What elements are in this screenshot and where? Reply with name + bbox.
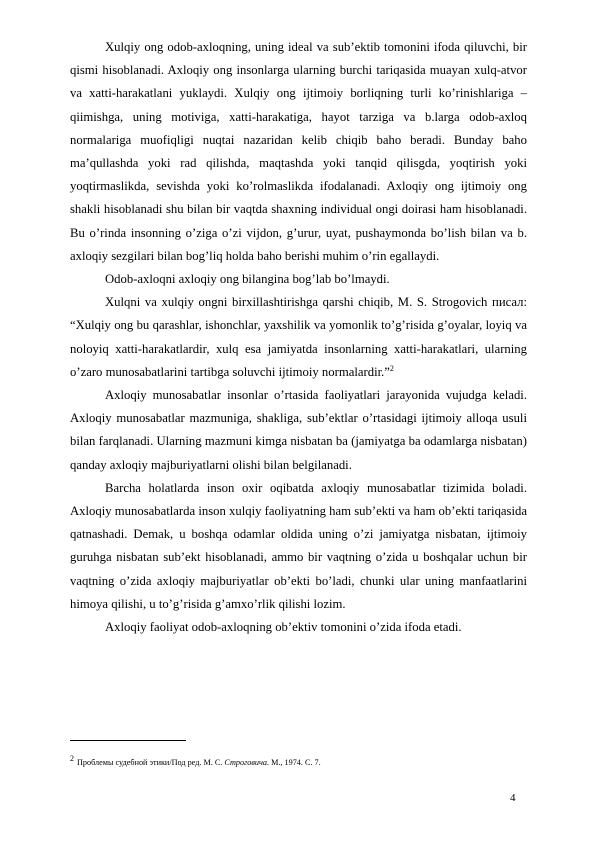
footnote	[70, 754, 527, 767]
footnote-text-after: М., 1974. С. 7.	[269, 758, 321, 767]
paragraph-3-text: Xulqni va xulqiy ongni birxillashtirishga qarshi chiqib, M. S. Strogovich писал: “Xulqiy ong bu qarashlar, ishonchlar, yaxshilik va yomonlik to’g’risida g’oyalar, loyiq va noloyiq xatti-harakatlardir, xulq esa jamiyatda insonlarning xatti-harakatlari, ularning o’zaro munosabatlarini tartibga soluvchi ijtimoiy normalardir.”	[70, 295, 527, 379]
footnote-divider	[70, 740, 186, 741]
footnote-marker: 2	[70, 754, 74, 764]
paragraph-5: Barcha holatlarda inson oxir oqibatda axloqiy munosabatlar tizimida boladi. Axloqiy munosabatlarda inson xulqiy faoliyatning ham sub’ekti va ham ob’ekti tariqasida qatnashadi. Demak, u boshqa odamlar oldida uning o’zi jamiyatga nisbatan, ijtimoiy guruhga nisbatan sub’ekt hisoblanadi, ammo bir vaqtning o’zida u boshqalar uchun bir vaqtning o’zida axloqiy majburiyatlar ob’ekti bo’ladi, chunki ular uning manfaatlarini himoya qilishi, u to’g’risida g’amxo’rlik qilishi lozim.	[70, 480, 527, 611]
paragraph-6: Axloqiy faoliyat odob-axloqning ob’ektiv tomonini o’zida ifoda etadi.	[105, 620, 462, 635]
page-number: 4	[510, 792, 516, 804]
footnote-text-before: Проблемы судебной этики/Под ред. М. С.	[77, 758, 225, 767]
paragraph-3	[70, 291, 527, 384]
paragraph-4: Axloqiy munosabatlar insonlar o’rtasida faoliyatlari jarayonida vujudga keladi. Axloqiy munosabatlar mazmuniga, shakliga, sub’ektlar o’rtasidagi ijtimoiy alloqa usuli bilan farqlanadi. Ularning mazmuni kimga nisbatan ba (jamiyatga ba odamlarga nisbatan) qanday axloqiy majburiyatlarni olishi bilan belgilanadi.	[70, 388, 527, 472]
footnote-reference[interactable]: 2	[389, 363, 394, 373]
body-text	[70, 36, 527, 639]
paragraph-1: Xulqiy ong odob-axloqning, uning ideal va sub’ektib tomonini ifoda qiluvchi, bir qismi hisoblanadi. Axloqiy ong insonlarga ularning burchi tariqasida muayan xulq-atvor va xatti-harakatlani yuklaydi. Xulqiy ong ijtimoiy borliqning turli ko’rinishlariga – qiimishga, uning motiviga, xatti-harakatiga, hayot tarziga va b.larga odob-axloq normalariga muofiqligi nuqtai nazaridan kelib chiqib baho beradi. Bunday baho ma’qullashda yoki rad qilishda, maqtashda yoki tanqid qilisgda, yoqtirish yoki yoqtirmaslikda, sevishda yoki ko’rolmaslikda ifodalanadi. Axloqiy ong ijtimoiy ong shakli hisoblanadi shu bilan bir vaqtda shaxning individual ongi doirasi ham hisoblanadi. Bu o’rinda insonning o’ziga o’zi vijdon, g’urur, uyat, pushaymonda bo’lish bilan va b. axloqiy sezgilari bilan bog’liq holda baho berishi muhim o’rin egallaydi.	[70, 40, 527, 263]
footnote-editor-name: Строговича.	[224, 758, 270, 767]
paragraph-2: Odob-axloqni axloqiy ong bilangina bog’lab bo’lmaydi.	[105, 272, 390, 287]
